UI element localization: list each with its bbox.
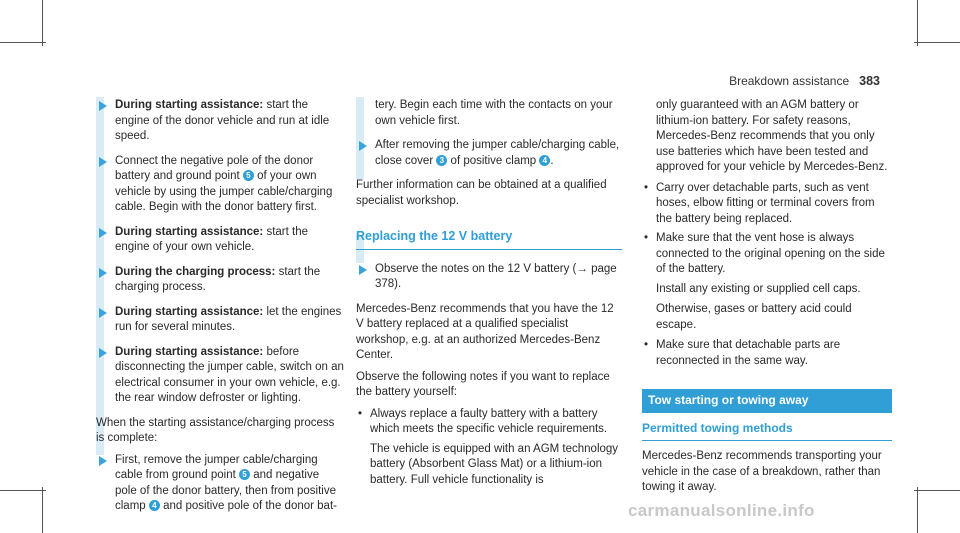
crop-mark: [0, 42, 46, 43]
callout-number: 5: [239, 469, 250, 480]
column-3: [642, 98, 892, 502]
section-band-title: Tow starting or towing away: [642, 389, 892, 413]
step-item: Connect the negative pole of the donor battery and ground point 5 of your own vehicle by using the jumper cable/charging cable. Begin with the donor battery first.: [96, 154, 344, 216]
watermark: carmanualsonline.info: [628, 501, 815, 520]
step-item: During the charging process: start the charging process.: [96, 265, 344, 296]
column-2: [356, 98, 622, 493]
step-item: During starting assistance: before disconnecting the jumper cable, switch on an electrical consumer in your own vehicle, e.g. the rear window defroster or lighting.: [96, 345, 344, 407]
callout-number: 4: [149, 500, 160, 511]
bullet-item: • Carry over detachable parts, such as vent hoses, elbow fitting or terminal covers from the battery being replaced.: [642, 181, 892, 228]
page-number: 383: [859, 74, 880, 88]
bullet-item: • Make sure that the vent hose is always connected to the original opening on the side of the battery.: [642, 231, 892, 278]
bullet-item: • Always replace a faulty battery with a battery which meets the specific vehicle requirements.: [356, 407, 622, 438]
column-1: [96, 98, 344, 524]
paragraph: Further information can be obtained at a qualified specialist workshop.: [356, 179, 607, 207]
callout-number: 4: [539, 155, 550, 166]
subsection-title: Permitted towing methods: [642, 421, 892, 442]
crop-mark: [914, 42, 960, 43]
crop-mark: [42, 0, 43, 46]
callout-number: 5: [243, 170, 254, 181]
paragraph: Mercedes-Benz recommends transporting your vehicle in the case of a breakdown, rather than towing it away.: [642, 450, 882, 493]
step-item: During starting assistance: start the engine of the donor vehicle and run at idle speed.: [96, 98, 344, 145]
crop-mark: [917, 0, 918, 46]
bullet-detail: Install any existing or supplied cell caps.: [656, 282, 861, 295]
step-item: First, remove the jumper cable/charging cable from ground point 5 and negative pole of the donor battery, then from positive clamp 4 and positive pole of the donor bat-: [96, 453, 344, 515]
step-item: During starting assistance: let the engines run for several minutes.: [96, 305, 344, 336]
header-title: Breakdown assistance: [729, 74, 850, 88]
page-header: [729, 74, 880, 88]
section-title: Replacing the 12 V battery: [356, 229, 622, 250]
crop-mark: [42, 487, 43, 533]
crop-mark: [914, 490, 960, 491]
step-item: After removing the jumper cable/charging cable, close cover 3 of positive clamp 4 .: [356, 138, 622, 169]
bullet-item: • Make sure that detachable parts are reconnected in the same way.: [642, 338, 892, 369]
paragraph: Observe the following notes if you want to replace the battery yourself:: [356, 370, 610, 398]
paragraph: Mercedes-Benz recommends that you have the 12 V battery replaced at a qualified specialist workshop, e.g. at an authorized Mercedes-Benz Center.: [356, 302, 614, 361]
step-continuation: tery. Begin each time with the contacts on your own vehicle first.: [375, 99, 613, 127]
step-item: Observe the notes on the 12 V battery (→ page 378).: [356, 262, 622, 293]
crop-mark: [0, 490, 46, 491]
paragraph: When the starting assistance/charging process is complete:: [96, 416, 335, 444]
crop-mark: [917, 487, 918, 533]
callout-number: 3: [436, 155, 447, 166]
bullet-detail: The vehicle is equipped with an AGM technology battery (Absorbent Glass Mat) or a lithium-ion battery. Full vehicle functionality is: [370, 442, 619, 486]
step-item: During starting assistance: start the engine of your own vehicle.: [96, 225, 344, 256]
bullet-detail: Otherwise, gases or battery acid could escape.: [656, 303, 852, 331]
bullet-detail: only guaranteed with an AGM battery or lithium-ion battery. For safety reasons, Mercedes-Benz recommends that you only use batteries which have been tested and approved for your vehicle by Mercedes-Benz.: [656, 99, 888, 173]
